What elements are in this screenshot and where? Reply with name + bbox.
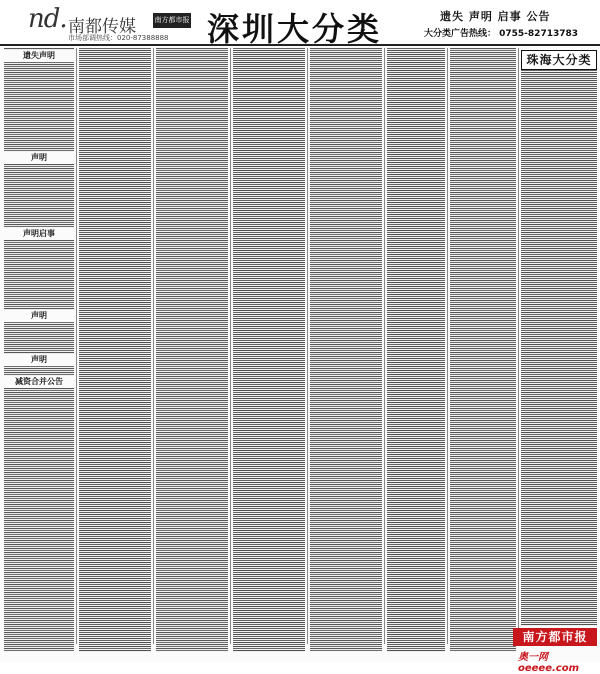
section-heading: 声明 [4,152,74,164]
column-text [310,48,382,652]
publisher-name: 南都传媒 [68,17,136,37]
newspaper-badge: 南方都市报 [153,13,191,28]
zhuhai-column [521,70,597,626]
zhuhai-section-header [521,50,597,70]
column-divider [307,48,308,644]
classified-column-1 [4,48,74,652]
column-text [387,48,445,652]
column-text [233,48,305,652]
classified-column-5 [310,48,382,652]
column-divider [230,48,231,644]
section-heading: 声明 [4,310,74,322]
column-divider [384,48,385,644]
column-divider [153,48,154,644]
hotline-text: 市场部调热线：020-87388888 [68,34,169,42]
ad-hotline: 大分类广告热线： 0755-82713783 [424,29,579,39]
column-divider [518,48,519,644]
section-heading: 减资合并公告 [4,376,74,388]
column-divider [76,48,77,644]
newspaper-logo-badge [513,628,597,646]
classified-column-3 [156,48,228,652]
section-heading: 声明启事 [4,228,74,240]
section-heading: 声明 [4,354,74,366]
column-text [521,70,597,626]
newspaper-logo-text: 南方都市报 [522,630,588,644]
site-watermark: 奥一网 oeeee.com [518,652,580,674]
column-text [156,48,228,652]
classified-column-6 [387,48,445,652]
zhuhai-title: 珠海大分类 [526,53,592,67]
section-tagline: 遗失 声明 启事 公告 [440,10,551,23]
column-text [79,48,151,652]
column-text [4,48,74,652]
publisher-logo: nd. [28,4,67,34]
classified-column-7 [450,48,516,652]
page-title: 深圳大分类 [207,10,383,48]
masthead [0,0,600,46]
classified-column-4 [233,48,305,652]
section-heading: 遗失声明 [4,50,74,62]
classified-column-2 [79,48,151,652]
column-divider [447,48,448,644]
column-text [450,48,516,652]
